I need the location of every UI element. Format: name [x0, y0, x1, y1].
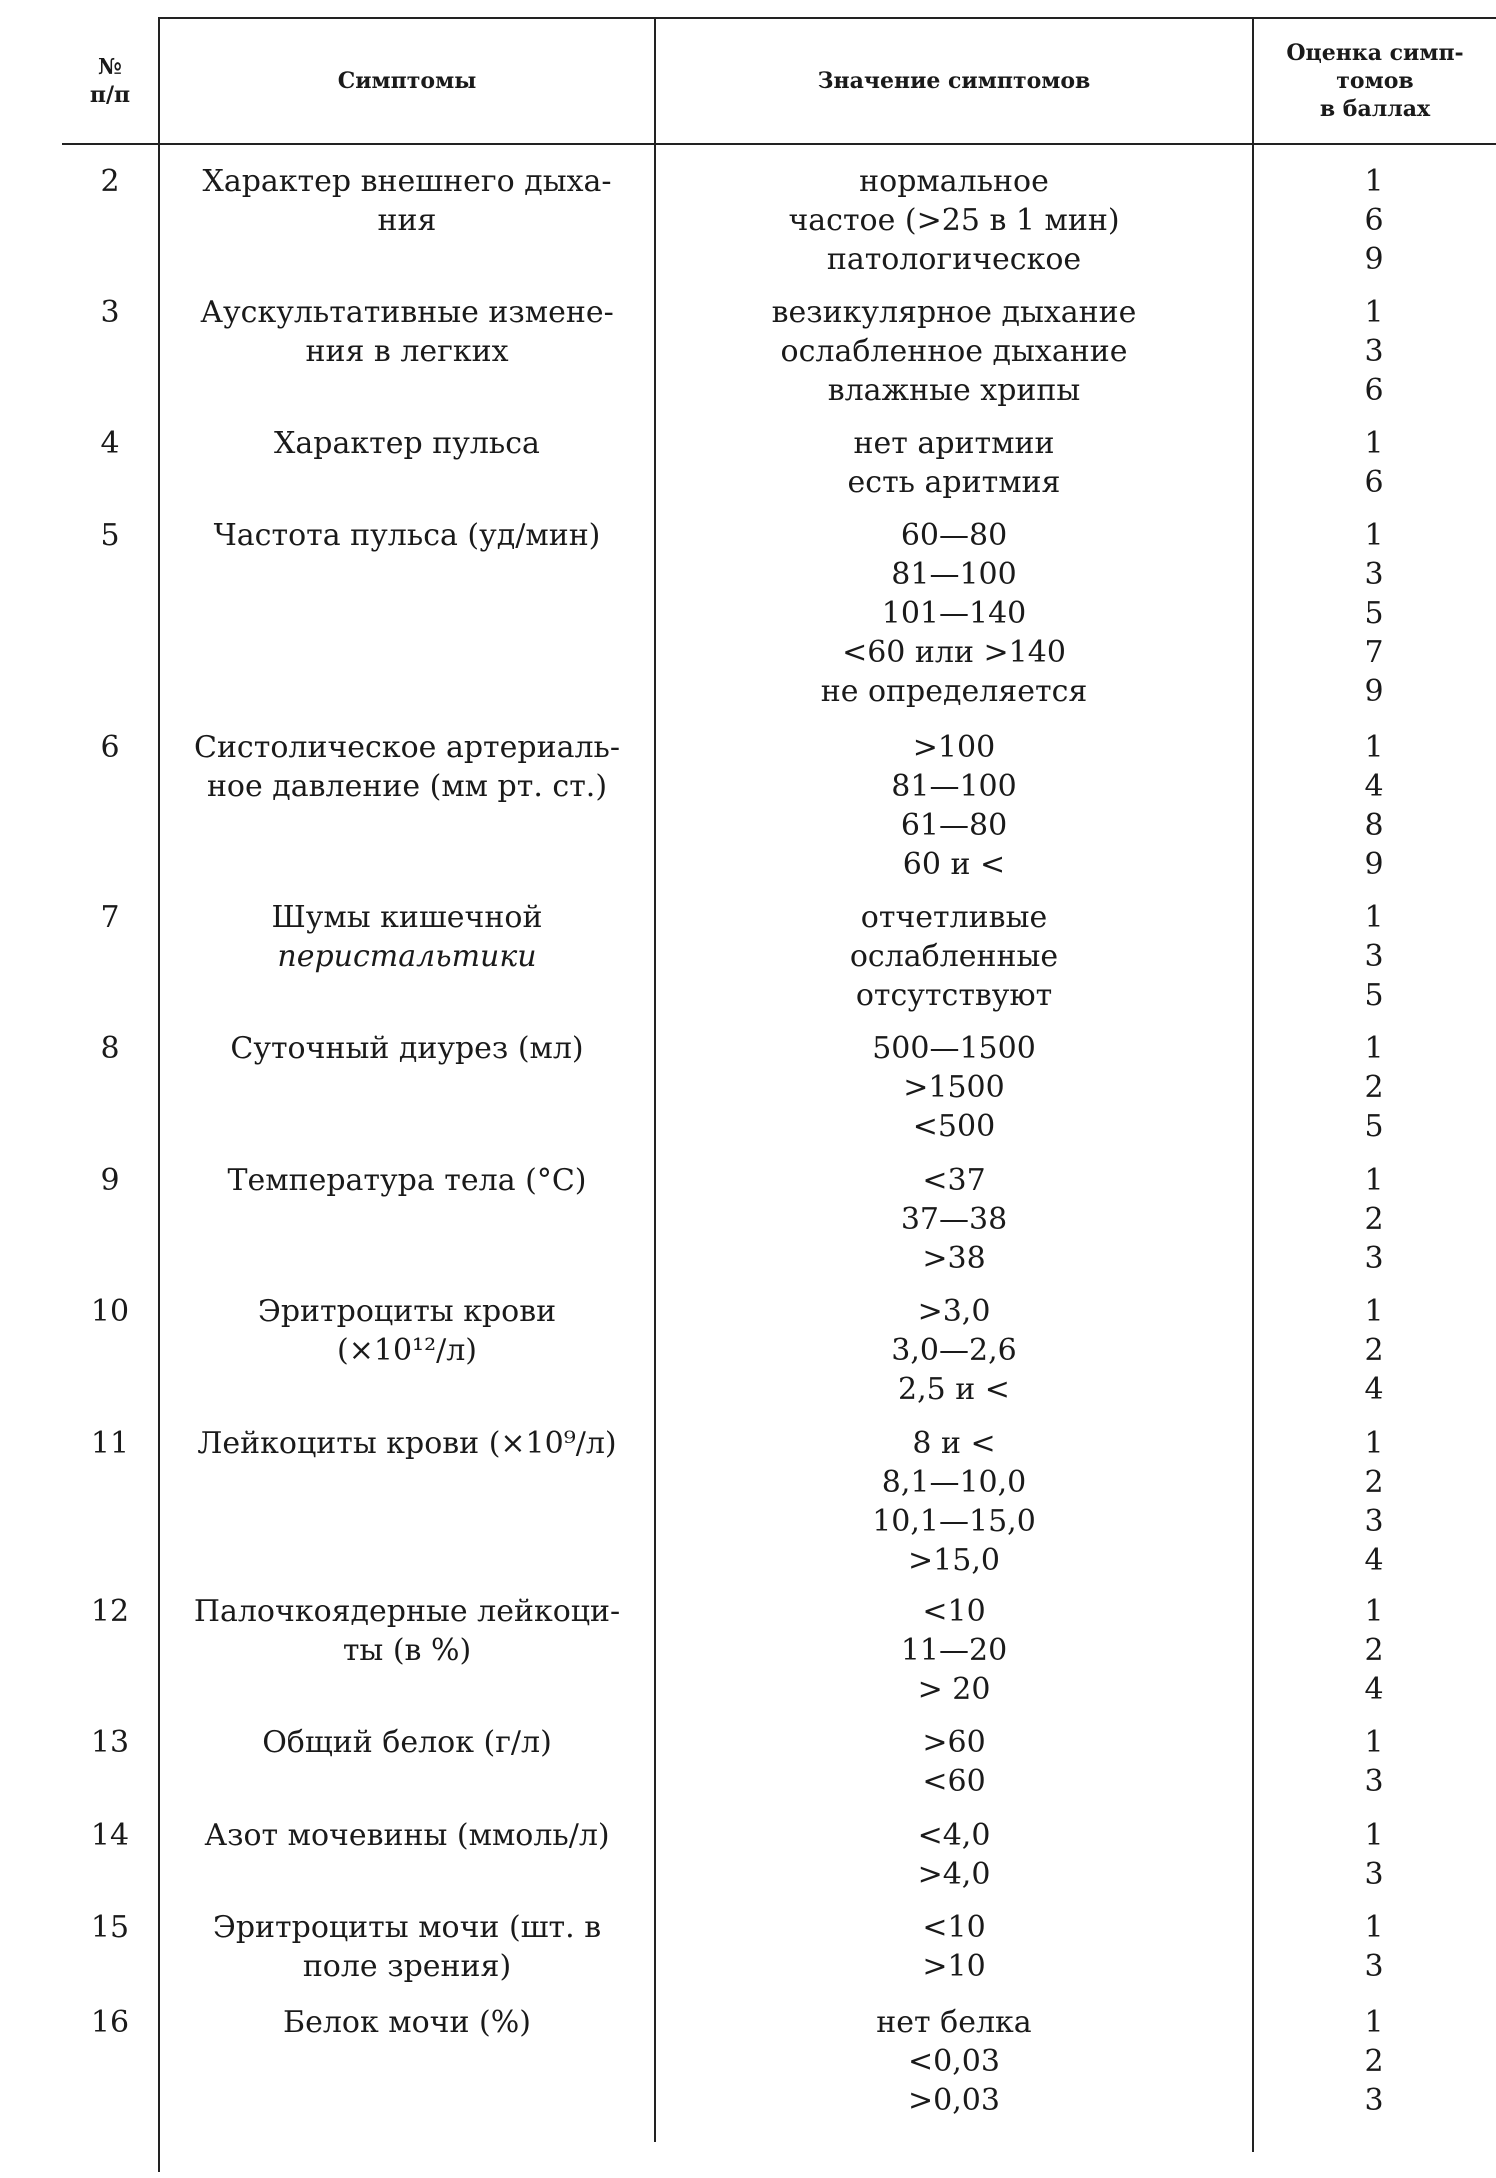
row-values: 8 и < 8,1—10,0 10,1—15,0 >15,0 — [872, 1426, 1036, 1578]
row-number: 3 — [100, 295, 120, 330]
row-values: <4,0 >4,0 — [917, 1818, 991, 1892]
row-scores: 1 3 — [1364, 1725, 1384, 1799]
row-number: 12 — [90, 1594, 130, 1629]
row-scores: 1 2 5 — [1364, 1031, 1384, 1144]
row-scores: 1 2 4 — [1364, 1294, 1384, 1407]
column-divider-1 — [158, 18, 160, 2172]
row-symptom: Эритроциты мочи (шт. в поле зрения) — [212, 1910, 602, 1984]
row-symptom: Эритроциты крови (×10¹²/л) — [257, 1294, 557, 1368]
row-scores: 1 3 — [1364, 1818, 1384, 1892]
row-symptom: Белок мочи (%) — [283, 2005, 531, 2040]
row-symptom: Характер внешнего дыха- ния — [202, 164, 612, 238]
row-symptom — [176, 898, 638, 976]
row-number: 13 — [90, 1725, 130, 1760]
row-symptom: Азот мочевины (ммоль/л) — [204, 1818, 610, 1853]
row-scores: 1 4 8 9 — [1364, 730, 1384, 882]
row-number: 7 — [100, 900, 120, 935]
header-score: Оценка симп- томов в баллах — [1286, 40, 1464, 122]
row-number: 14 — [90, 1818, 130, 1853]
row-values: 60—80 81—100 101—140 <60 или >140 не определяется — [820, 518, 1088, 709]
row-values: >60 <60 — [922, 1725, 986, 1799]
row-symptom: Общий белок (г/л) — [262, 1725, 552, 1760]
row-number: 5 — [100, 518, 120, 553]
row-scores: 1 2 4 — [1364, 1594, 1384, 1707]
header-value: Значение симптомов — [817, 68, 1091, 94]
row-scores: 1 2 3 4 — [1364, 1426, 1384, 1578]
row-symptom: Частота пульса (уд/мин) — [213, 518, 601, 553]
row-symptom: Палочкоядерные лейкоци- ты (в %) — [193, 1594, 621, 1668]
row-scores: 1 6 9 — [1364, 164, 1384, 277]
row-number: 6 — [100, 730, 120, 765]
row-values: отчетливые ослабленные отсутствуют — [849, 900, 1059, 1013]
row-values: <10 >10 — [922, 1910, 986, 1984]
row-values: 500—1500 >1500 <500 — [872, 1031, 1036, 1144]
row-symptom-italic-line: перистальтики — [277, 939, 537, 974]
row-values: >3,0 3,0—2,6 2,5 и < — [891, 1294, 1017, 1407]
row-scores: 1 6 — [1364, 426, 1384, 500]
row-number: 15 — [90, 1910, 130, 1945]
row-scores: 1 3 — [1364, 1910, 1384, 1984]
row-symptom-line: Шумы кишечной — [271, 900, 543, 935]
row-values: <37 37—38 >38 — [900, 1163, 1008, 1276]
row-values: >100 81—100 61—80 60 и < — [891, 730, 1017, 882]
row-symptom: Аускультативные измене- ния в легких — [200, 295, 614, 369]
header-symptom: Симптомы — [337, 68, 477, 94]
row-scores: 1 2 3 — [1364, 2005, 1384, 2118]
header-number: № п/п — [89, 54, 131, 108]
row-number: 8 — [100, 1031, 120, 1066]
row-number: 16 — [90, 2005, 130, 2040]
row-symptom: Характер пульса — [274, 426, 540, 461]
row-number: 11 — [90, 1426, 130, 1461]
row-symptom: Температура тела (°С) — [227, 1163, 587, 1198]
row-symptom: Суточный диурез (мл) — [230, 1031, 584, 1066]
table-top-rule — [158, 17, 1496, 19]
row-symptom: Лейкоциты крови (×10⁹/л) — [197, 1426, 617, 1461]
row-values: нет белка <0,03 >0,03 — [876, 2005, 1032, 2118]
row-number: 9 — [100, 1163, 120, 1198]
row-number: 10 — [90, 1294, 130, 1329]
row-values: нормальное частое (>25 в 1 мин) патологическое — [788, 164, 1120, 277]
row-values: везикулярное дыхание ослабленное дыхание влажные хрипы — [771, 295, 1137, 408]
row-number: 4 — [100, 426, 120, 461]
row-number: 2 — [100, 164, 120, 199]
row-scores: 1 3 6 — [1364, 295, 1384, 408]
row-values: нет аритмии есть аритмия — [847, 426, 1061, 500]
header-bottom-rule — [62, 143, 1496, 145]
row-scores: 1 3 5 — [1364, 900, 1384, 1013]
row-scores: 1 3 5 7 9 — [1364, 518, 1384, 709]
row-values: <10 11—20 > 20 — [900, 1594, 1008, 1707]
row-scores: 1 2 3 — [1364, 1163, 1384, 1276]
row-symptom: Систолическое артериаль- ное давление (мм рт. ст.) — [193, 730, 620, 804]
